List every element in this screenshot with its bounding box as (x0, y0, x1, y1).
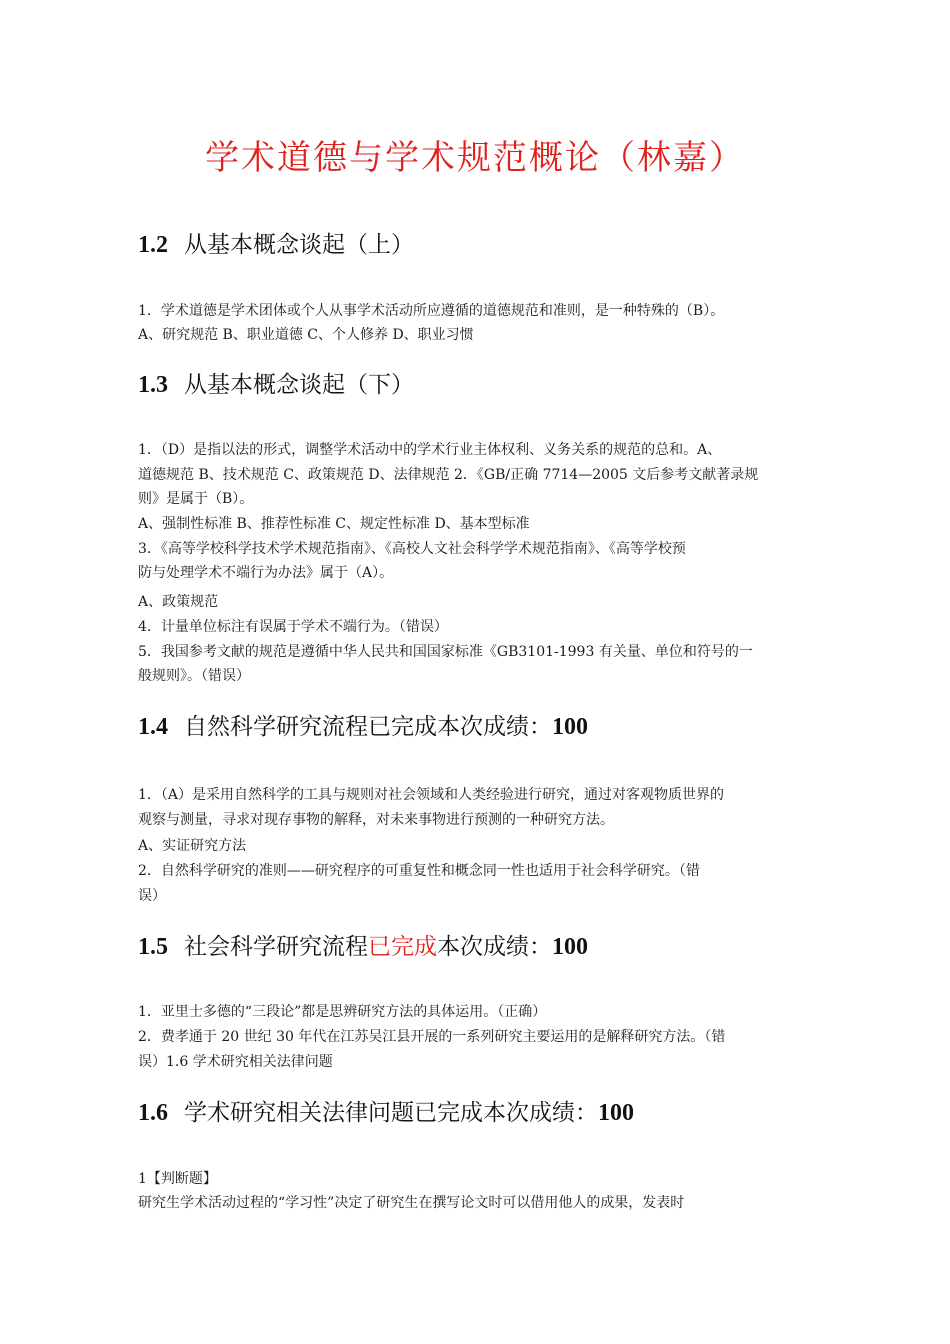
section-title: 学术研究相关法律问题已完成本次成绩： (184, 1100, 598, 1126)
paragraph-line: 误） (138, 888, 166, 904)
section-title: 从基本概念谈起（上） (184, 232, 414, 258)
section-heading-1-5 (138, 931, 588, 963)
paragraph-line: 5．我国参考文献的规范是遵循中华人民共和国国家标准《GB3101-1993 有关量、单位和符号的一 (138, 644, 753, 660)
paragraph-line: 误）1.6 学术研究相关法律问题 (138, 1054, 333, 1070)
section-number: 1.5 (138, 934, 168, 960)
section-number: 1.3 (138, 372, 168, 398)
paragraph-line: A、强制性标准 B、推荐性标准 C、规定性标准 D、基本型标准 (138, 516, 530, 532)
section-heading-1-3 (138, 369, 414, 401)
document-title: 学术道德与学术规范概论（林嘉） (205, 138, 745, 178)
section-number: 1.6 (138, 1100, 168, 1126)
paragraph-line: 般规则》。（错误） (138, 668, 250, 684)
section-heading-1-6 (138, 1097, 634, 1129)
paragraph-line: 2．自然科学研究的准则——研究程序的可重复性和概念同一性也适用于社会科学研究。（错 (138, 863, 700, 879)
completed-label: 已完成 (368, 934, 437, 960)
section-score: 100 (598, 1100, 634, 1126)
section-title: 社会科学研究流程 (184, 934, 368, 960)
paragraph-line: 研究生学术活动过程的“学习性”决定了研究生在撰写论文时可以借用他人的成果，发表时 (138, 1195, 685, 1211)
section-title: 自然科学研究流程已完成本次成绩： (184, 714, 552, 740)
paragraph-line: 1．学术道德是学术团体或个人从事学术活动所应遵循的道德规范和准则，是一种特殊的（B）。 (138, 303, 725, 319)
section-title: 从基本概念谈起（下） (184, 372, 414, 398)
paragraph-line: 防与处理学术不端行为办法》属于（A）。 (138, 565, 394, 581)
paragraph-line: 1．亚里士多德的“三段论”都是思辨研究方法的具体运用。（正确） (138, 1004, 547, 1020)
paragraph-line: 1．（D）是指以法的形式，调整学术活动中的学术行业主体权利、义务关系的规范的总和。A、 (138, 442, 722, 458)
section-score: 100 (552, 934, 588, 960)
section-heading-1-4 (138, 711, 588, 743)
section-heading-1-2 (138, 229, 414, 261)
paragraph-line: 则》是属于（B）。 (138, 491, 254, 507)
paragraph-line: 观察与测量，寻求对现存事物的解释，对未来事物进行预测的一种研究方法。 (138, 812, 614, 828)
paragraph-line: 4．计量单位标注有误属于学术不端行为。（错误） (138, 619, 448, 635)
paragraph-line: 道德规范 B、技术规范 C、政策规范 D、法律规范 2．《GB/正确 7714—2005 文后参考文献著录规 (138, 467, 759, 483)
paragraph-line: A、研究规范 B、职业道德 C、个人修养 D、职业习惯 (138, 327, 474, 343)
paragraph-line: A、政策规范 (138, 594, 219, 610)
paragraph-line: 2．费孝通于 20 世纪 30 年代在江苏吴江县开展的一系列研究主要运用的是解释研究方法。（错 (138, 1029, 726, 1045)
section-score: 100 (552, 714, 588, 740)
paragraph-line: A、实证研究方法 (138, 838, 247, 854)
section-number: 1.2 (138, 232, 168, 258)
section-title-suffix: 本次成绩： (437, 934, 552, 960)
section-number: 1.4 (138, 714, 168, 740)
question-type-label: 1【判断题】 (138, 1171, 217, 1187)
paragraph-line: 3．《高等学校科学技术学术规范指南》、《高校人文社会科学学术规范指南》、《高等学校预 (138, 541, 686, 557)
paragraph-line: 1．（A）是采用自然科学的工具与规则对社会领域和人类经验进行研究，通过对客观物质世界的 (138, 787, 725, 803)
